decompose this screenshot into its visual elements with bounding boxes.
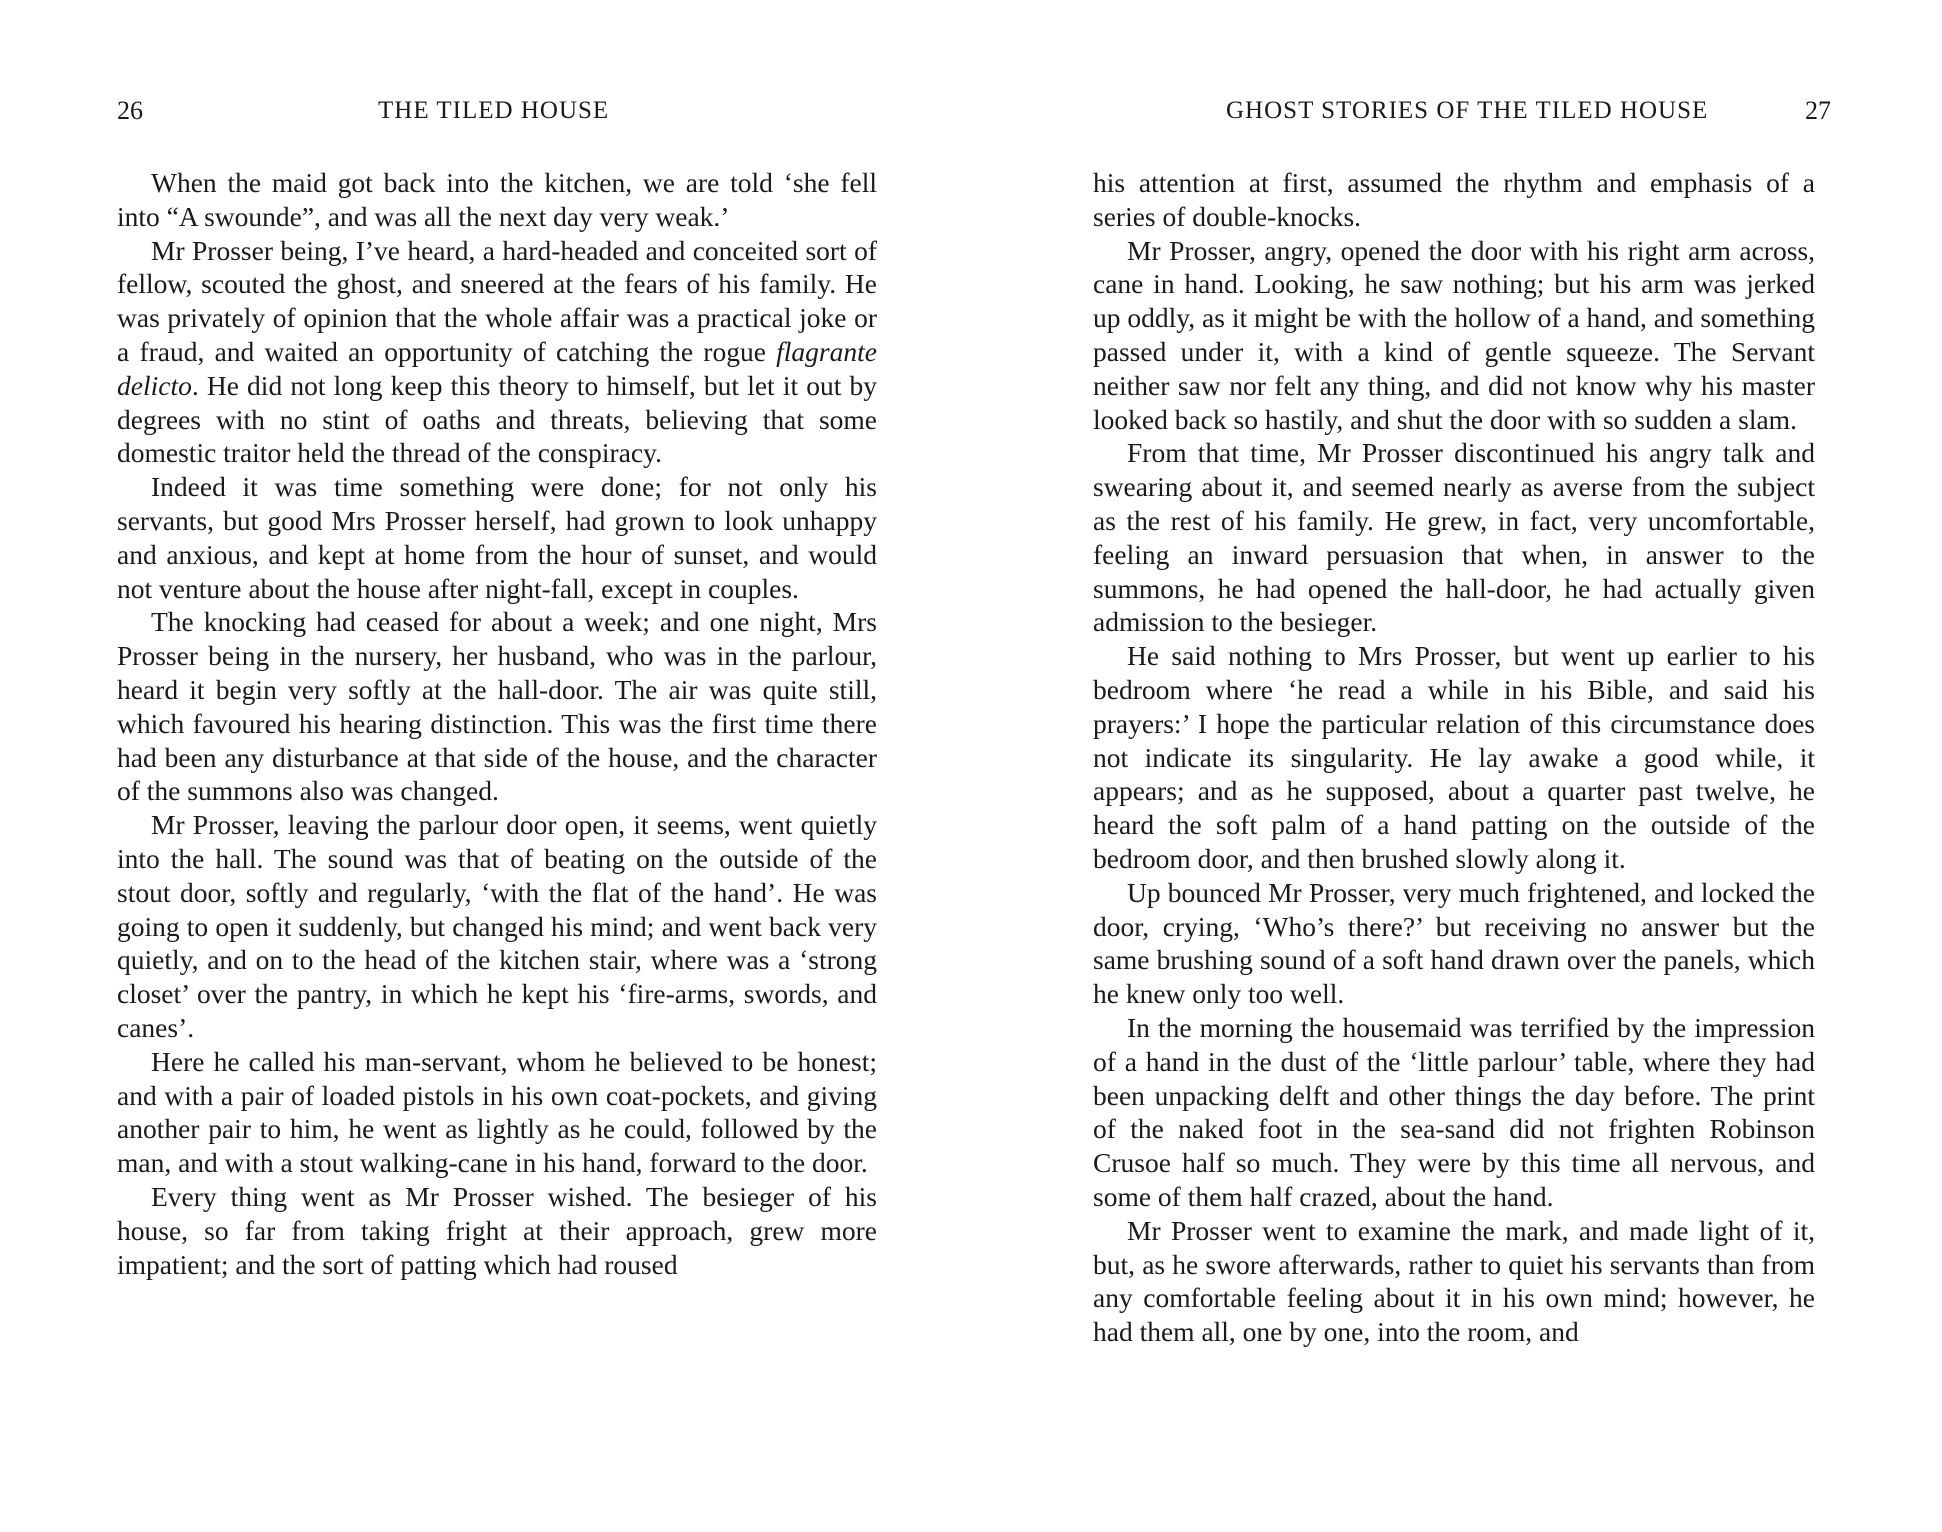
right-paragraph-2: Mr Prosser, angry, opened the door with his right arm across, cane in hand. Looking, he saw nothing; but his arm was jerked up oddly, as it might be with the hollow of a hand, and something passed under it, with a kind of gentle squeeze. The Servant neither saw nor felt any thing, and did not know why his master looked back so hastily, and shut the door with so sudden a slam.	[1093, 234, 1815, 435]
left-paragraph-6: Here he called his man-servant, whom he believed to be honest; and with a pair of loaded pistols in his own coat-pockets, and giving another pair to him, he went as lightly as he could, followed by the man, and with a stout walking-cane in his hand, forward to the door.	[117, 1045, 877, 1179]
left-running-head: THE TILED HOUSE	[378, 97, 610, 124]
right-paragraph-5: Up bounced Mr Prosser, very much frightened, and locked the door, crying, ‘Who’s there?’ but receiving no answer but the same brushing sound of a soft hand drawn over the panels, which he knew only too well.	[1093, 876, 1815, 1010]
left-paragraph-3: Indeed it was time something were done; for not only his servants, but good Mrs Prosser herself, had grown to look unhappy and anxious, and kept at home from the hour of sunset, and would not venture about the house after night-fall, except in couples.	[117, 471, 877, 604]
left-paragraph-2-italic: flagrante delicto	[117, 335, 877, 401]
left-body-text	[117, 166, 877, 1281]
left-page-number: 26	[117, 96, 143, 125]
right-paragraph-7: Mr Prosser went to examine the mark, and made light of it, but, as he swore afterwards, rather to quiet his servants than from any comfortable feeling about it in his own mind; however, he had them all, one by one, into the room, and	[1093, 1214, 1815, 1348]
left-paragraph-2-text-after: . He did not long keep this theory to himself, but let it out by degrees with no stint of oaths and threats, believing that some domestic traitor held the thread of the conspiracy.	[117, 369, 877, 469]
right-paragraph-4: He said nothing to Mrs Prosser, but went up earlier to his bedroom where ‘he read a while in his Bible, and said his prayers:’ I hope the particular relation of this circumstance does not indicate its singularity. He lay awake a good while, it appears; and as he supposed, about a quarter past twelve, he heard the soft palm of a hand patting on the outside of the bedroom door, and then brushed slowly along it.	[1093, 640, 1815, 874]
right-body-text	[1093, 166, 1815, 1349]
right-paragraph-6: In the morning the housemaid was terrified by the impression of a hand in the dust of the ‘little parlour’ table, where they had been unpacking delft and other things the day before. The print of the naked foot in the sea-sand did not frighten Robinson Crusoe half so much. They were by this time all nervous, and some of them half crazed, about the hand.	[1093, 1011, 1815, 1212]
right-page-number: 27	[1805, 96, 1831, 125]
left-paragraph-7: Every thing went as Mr Prosser wished. The besieger of his house, so far from taking fright at their approach, grew more impatient; and the sort of patting which had roused	[117, 1180, 877, 1280]
left-paragraph-4: The knocking had ceased for about a week; and one night, Mrs Prosser being in the nursery, her husband, who was in the parlour, heard it begin very softly at the hall-door. The air was quite still, which favoured his hearing distinction. This was the first time there had been any disturbance at that side of the house, and the character of the summons also was changed.	[117, 606, 877, 807]
right-page	[971, 0, 1942, 1532]
left-paragraph-2	[117, 234, 877, 471]
right-running-head: GHOST STORIES OF THE TILED HOUSE	[1226, 97, 1709, 124]
right-paragraph-1: his attention at first, assumed the rhythm and emphasis of a series of double-knocks.	[1093, 167, 1815, 232]
right-paragraph-3: From that time, Mr Prosser discontinued his angry talk and swearing about it, and seemed nearly as averse from the subject as the rest of his family. He grew, in fact, very uncomfortable, feeling an inward persuasion that when, in answer to the summons, he had opened the hall-door, he had actually given admission to the besieger.	[1093, 437, 1815, 638]
left-paragraph-2-text: Mr Prosser being, I’ve heard, a hard-headed and conceited sort of fellow, scouted the ghost, and sneered at the fears of his family. He was privately of opinion that the whole affair was a practical joke or a fraud, and waited an opportunity of catching the rogue	[117, 234, 877, 367]
left-paragraph-5: Mr Prosser, leaving the parlour door open, it seems, went quietly into the hall. The sound was that of beating on the outside of the stout door, softly and regularly, ‘with the flat of the hand’. He was going to open it suddenly, but changed his mind; and went back very quietly, and on to the head of the kitchen stair, where was a ‘strong closet’ over the pantry, in which he kept his ‘fire-arms, swords, and canes’.	[117, 809, 877, 1043]
left-paragraph-1: When the maid got back into the kitchen, we are told ‘she fell into “A swounde”, and was all the next day very weak.’	[117, 167, 877, 232]
